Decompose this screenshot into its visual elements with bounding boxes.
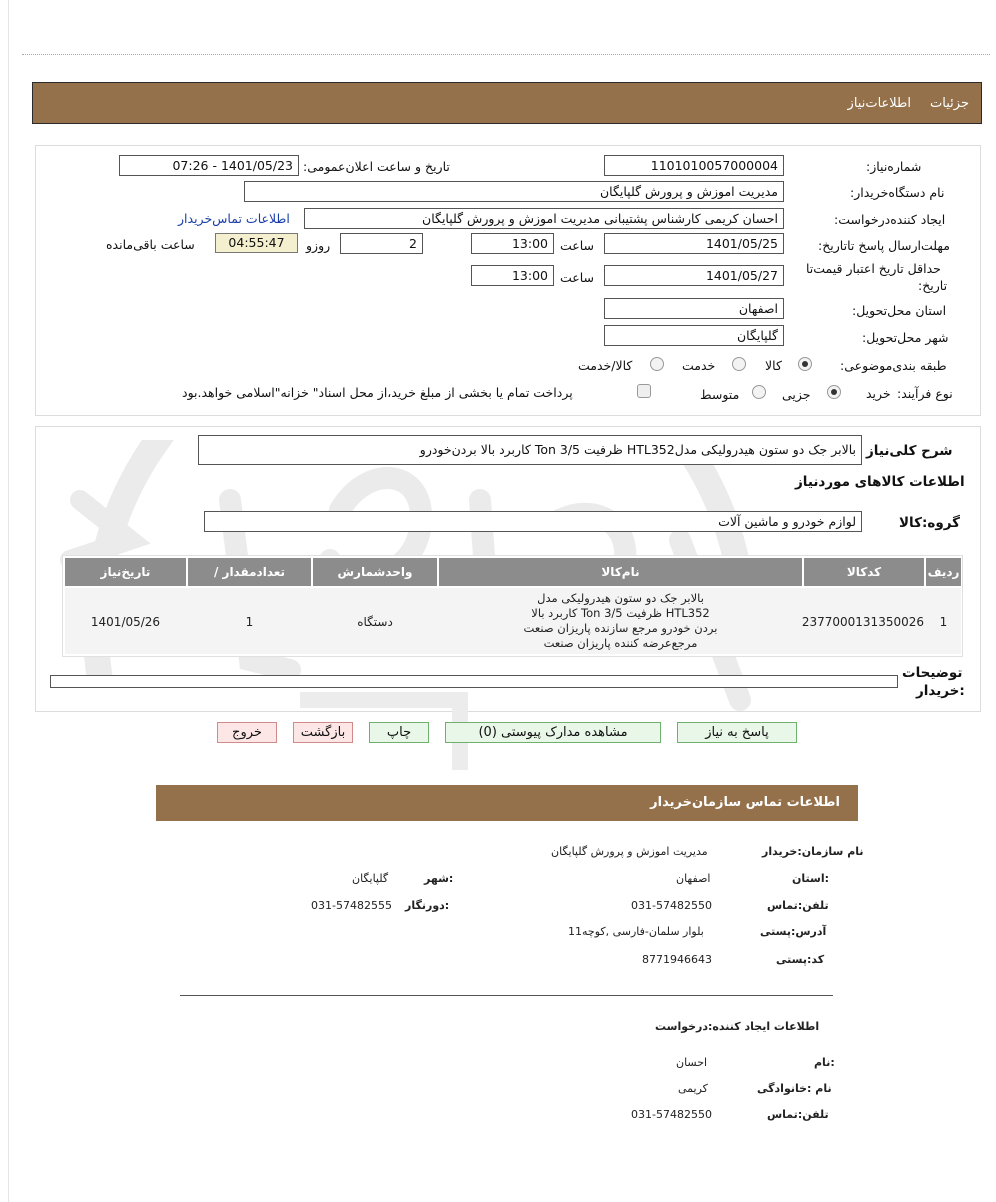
send-deadline-date-field: 1401/05/25	[604, 233, 784, 254]
category-radio-both[interactable]	[650, 357, 664, 371]
top-dotted-divider	[22, 54, 990, 55]
city-field: گلپایگان	[604, 325, 784, 346]
buyer-notes-label-2: :خریدار	[916, 683, 965, 699]
buyer-org-field: مدیریت اموزش و پرورش گلپایگان	[244, 181, 784, 202]
need-number-label: شماره‌نیاز:	[866, 159, 922, 174]
th-date: تاریخ‌نیاز	[65, 558, 186, 586]
send-deadline-time-field: 13:00	[471, 233, 554, 254]
cell-row: 1	[939, 615, 948, 629]
announce-label: تاریخ و ساعت اعلان‌عمومی:	[303, 159, 450, 174]
contact-city-label: :شهر	[424, 872, 454, 885]
creator-info-title: اطلاعات ایجاد کننده:درخواست	[655, 1020, 820, 1033]
attachments-button[interactable]: مشاهده مدارک پیوستی (0)	[445, 722, 661, 743]
cell-date: 1401/05/26	[90, 615, 161, 629]
contact-city-value: گلپایگان	[352, 872, 389, 885]
category-radio-service[interactable]	[732, 357, 746, 371]
goods-info-title: اطلاعات کالاهای موردنیاز	[795, 474, 965, 490]
th-qty: تعداد‌مقدار /	[188, 558, 311, 586]
contact-org-label: نام سازمان:خریدار	[762, 845, 864, 858]
buyer-org-label: نام دستگاه‌خریدار:	[850, 185, 945, 200]
contact-phone-label: تلفن:تماس	[767, 899, 829, 912]
announce-datetime-field: 1401/05/23 - 07:26	[119, 155, 299, 176]
cell-unit: دستگاه	[357, 615, 393, 629]
th-code: کدکالا	[804, 558, 924, 586]
creator-phone-label: تلفن:تماس	[767, 1108, 829, 1121]
tab-details[interactable]: جزئیات	[930, 96, 969, 111]
th-row: ردیف	[926, 558, 961, 586]
category-radio-goods[interactable]	[798, 357, 812, 371]
province-label: استان محل‌تحویل:	[852, 303, 947, 318]
city-label: شهر محل‌تحویل:	[862, 330, 949, 345]
process-radio-minor[interactable]	[827, 385, 841, 399]
creator-family-label: نام :خانوادگی	[757, 1082, 832, 1095]
back-button[interactable]: بازگشت	[293, 722, 353, 743]
contact-address-value: بلوار سلمان-فارسی ,کوچه11	[568, 925, 704, 938]
process-minor-label: جزیی	[782, 387, 811, 402]
contact-banner	[156, 785, 858, 821]
cell-code: 2377000131350026	[801, 615, 924, 629]
price-validity-time-field: 13:00	[471, 265, 554, 286]
need-number-field: 1101010057000004	[604, 155, 784, 176]
contact-banner-title: اطلاعات تماس سازمان‌خریدار	[650, 795, 840, 810]
creator-label: ایجاد کننده‌درخواست:	[834, 212, 946, 227]
process-type-label: نوع فرآیند:	[897, 386, 953, 401]
category-service-label: خدمت	[682, 358, 716, 373]
days-field: 2	[340, 233, 423, 254]
creator-name-value: احسان	[676, 1056, 708, 1069]
price-validity-time-label: ساعت	[560, 270, 595, 285]
province-field: اصفهان	[604, 298, 784, 319]
cell-name: بالابر جک دو ستون هیدرولیکی مدل HTL352 ظرفیت Ton 3/5 کاربرد بالا بردن خودرو مرجع سازنده پاریزان صنعت مرجع‌عرضه کننده پاریزان صنعت	[523, 591, 718, 650]
th-name: نام‌کالا	[439, 558, 802, 586]
buyer-notes-field	[50, 675, 898, 688]
remaining-label: ساعت باقی‌مانده	[106, 237, 195, 252]
creator-family-value: کریمی	[678, 1082, 708, 1095]
contact-province-label: :استان	[792, 872, 829, 885]
process-medium-label: متوسط	[700, 387, 740, 402]
contact-province-value: اصفهان	[676, 872, 711, 885]
price-validity-label: حداقل تاریخ اعتبار قیمت‌تا	[806, 261, 941, 276]
creator-phone-value: 031-57482550	[631, 1108, 712, 1121]
group-label: گروه:کالا	[899, 515, 960, 531]
remaining-timer: 04:55:47	[215, 233, 298, 253]
details-header-banner	[32, 82, 982, 124]
creator-field: احسان کریمی کارشناس پشتیبانی مدیریت اموزش و پرورش گلپایگان	[304, 208, 784, 229]
left-border-line	[8, 0, 9, 1202]
tab-need-info[interactable]: اطلاعات‌نیاز	[847, 96, 911, 111]
treasury-checkbox[interactable]	[637, 384, 651, 398]
send-deadline-label: مهلت‌ارسال پاسخ تا‌تاریخ:	[818, 238, 950, 253]
treasury-note: پرداخت تمام یا بخشی از مبلغ خرید،از محل اسناد" خزانه"اسلامی خواهد.بود	[182, 385, 573, 400]
print-button[interactable]: چاپ	[369, 722, 429, 743]
send-deadline-time-label: ساعت	[560, 238, 595, 253]
category-both-label: کالا/خدمت	[578, 358, 633, 373]
category-label: طبقه بندی‌موضوعی:	[840, 358, 947, 373]
cell-qty: 1	[245, 615, 254, 629]
contact-address-label: آدرس:پستی	[760, 925, 827, 938]
process-buy-label: خرید	[866, 386, 891, 401]
exit-button[interactable]: خروج	[217, 722, 277, 743]
contact-postal-value: 8771946643	[642, 953, 712, 966]
group-field: لوازم خودرو و ماشین آلات	[204, 511, 862, 532]
category-goods-label: کالا	[765, 358, 782, 373]
days-label: روزو	[306, 238, 331, 253]
process-radio-medium[interactable]	[752, 385, 766, 399]
desc-field: بالابر جک دو ستون هیدرولیکی مدلHTL352 ظرفیت Ton 3/5 کاربرد بالا بردن‌خودرو	[198, 435, 862, 465]
contact-org-value: مدیریت اموزش و پرورش گلپایگان	[551, 845, 708, 858]
price-validity-date-field: 1401/05/27	[604, 265, 784, 286]
desc-label: شرح کلی‌نیاز	[866, 443, 953, 459]
contact-fax-value: 031-57482555	[311, 899, 392, 912]
buyer-notes-label: توضیحات	[902, 665, 963, 681]
reply-button[interactable]: پاسخ به نیاز	[677, 722, 797, 743]
buyer-contact-link[interactable]: اطلاعات تماس‌خریدار	[178, 211, 290, 226]
contact-phone-value: 031-57482550	[631, 899, 712, 912]
creator-name-label: :نام	[814, 1056, 835, 1069]
contact-fax-label: :دورنگار	[405, 899, 450, 912]
contact-divider	[180, 995, 833, 996]
contact-postal-label: کد:پستی	[776, 953, 825, 966]
price-validity-label-2: تاریخ:	[918, 278, 948, 293]
th-unit: واحدشمارش	[313, 558, 437, 586]
